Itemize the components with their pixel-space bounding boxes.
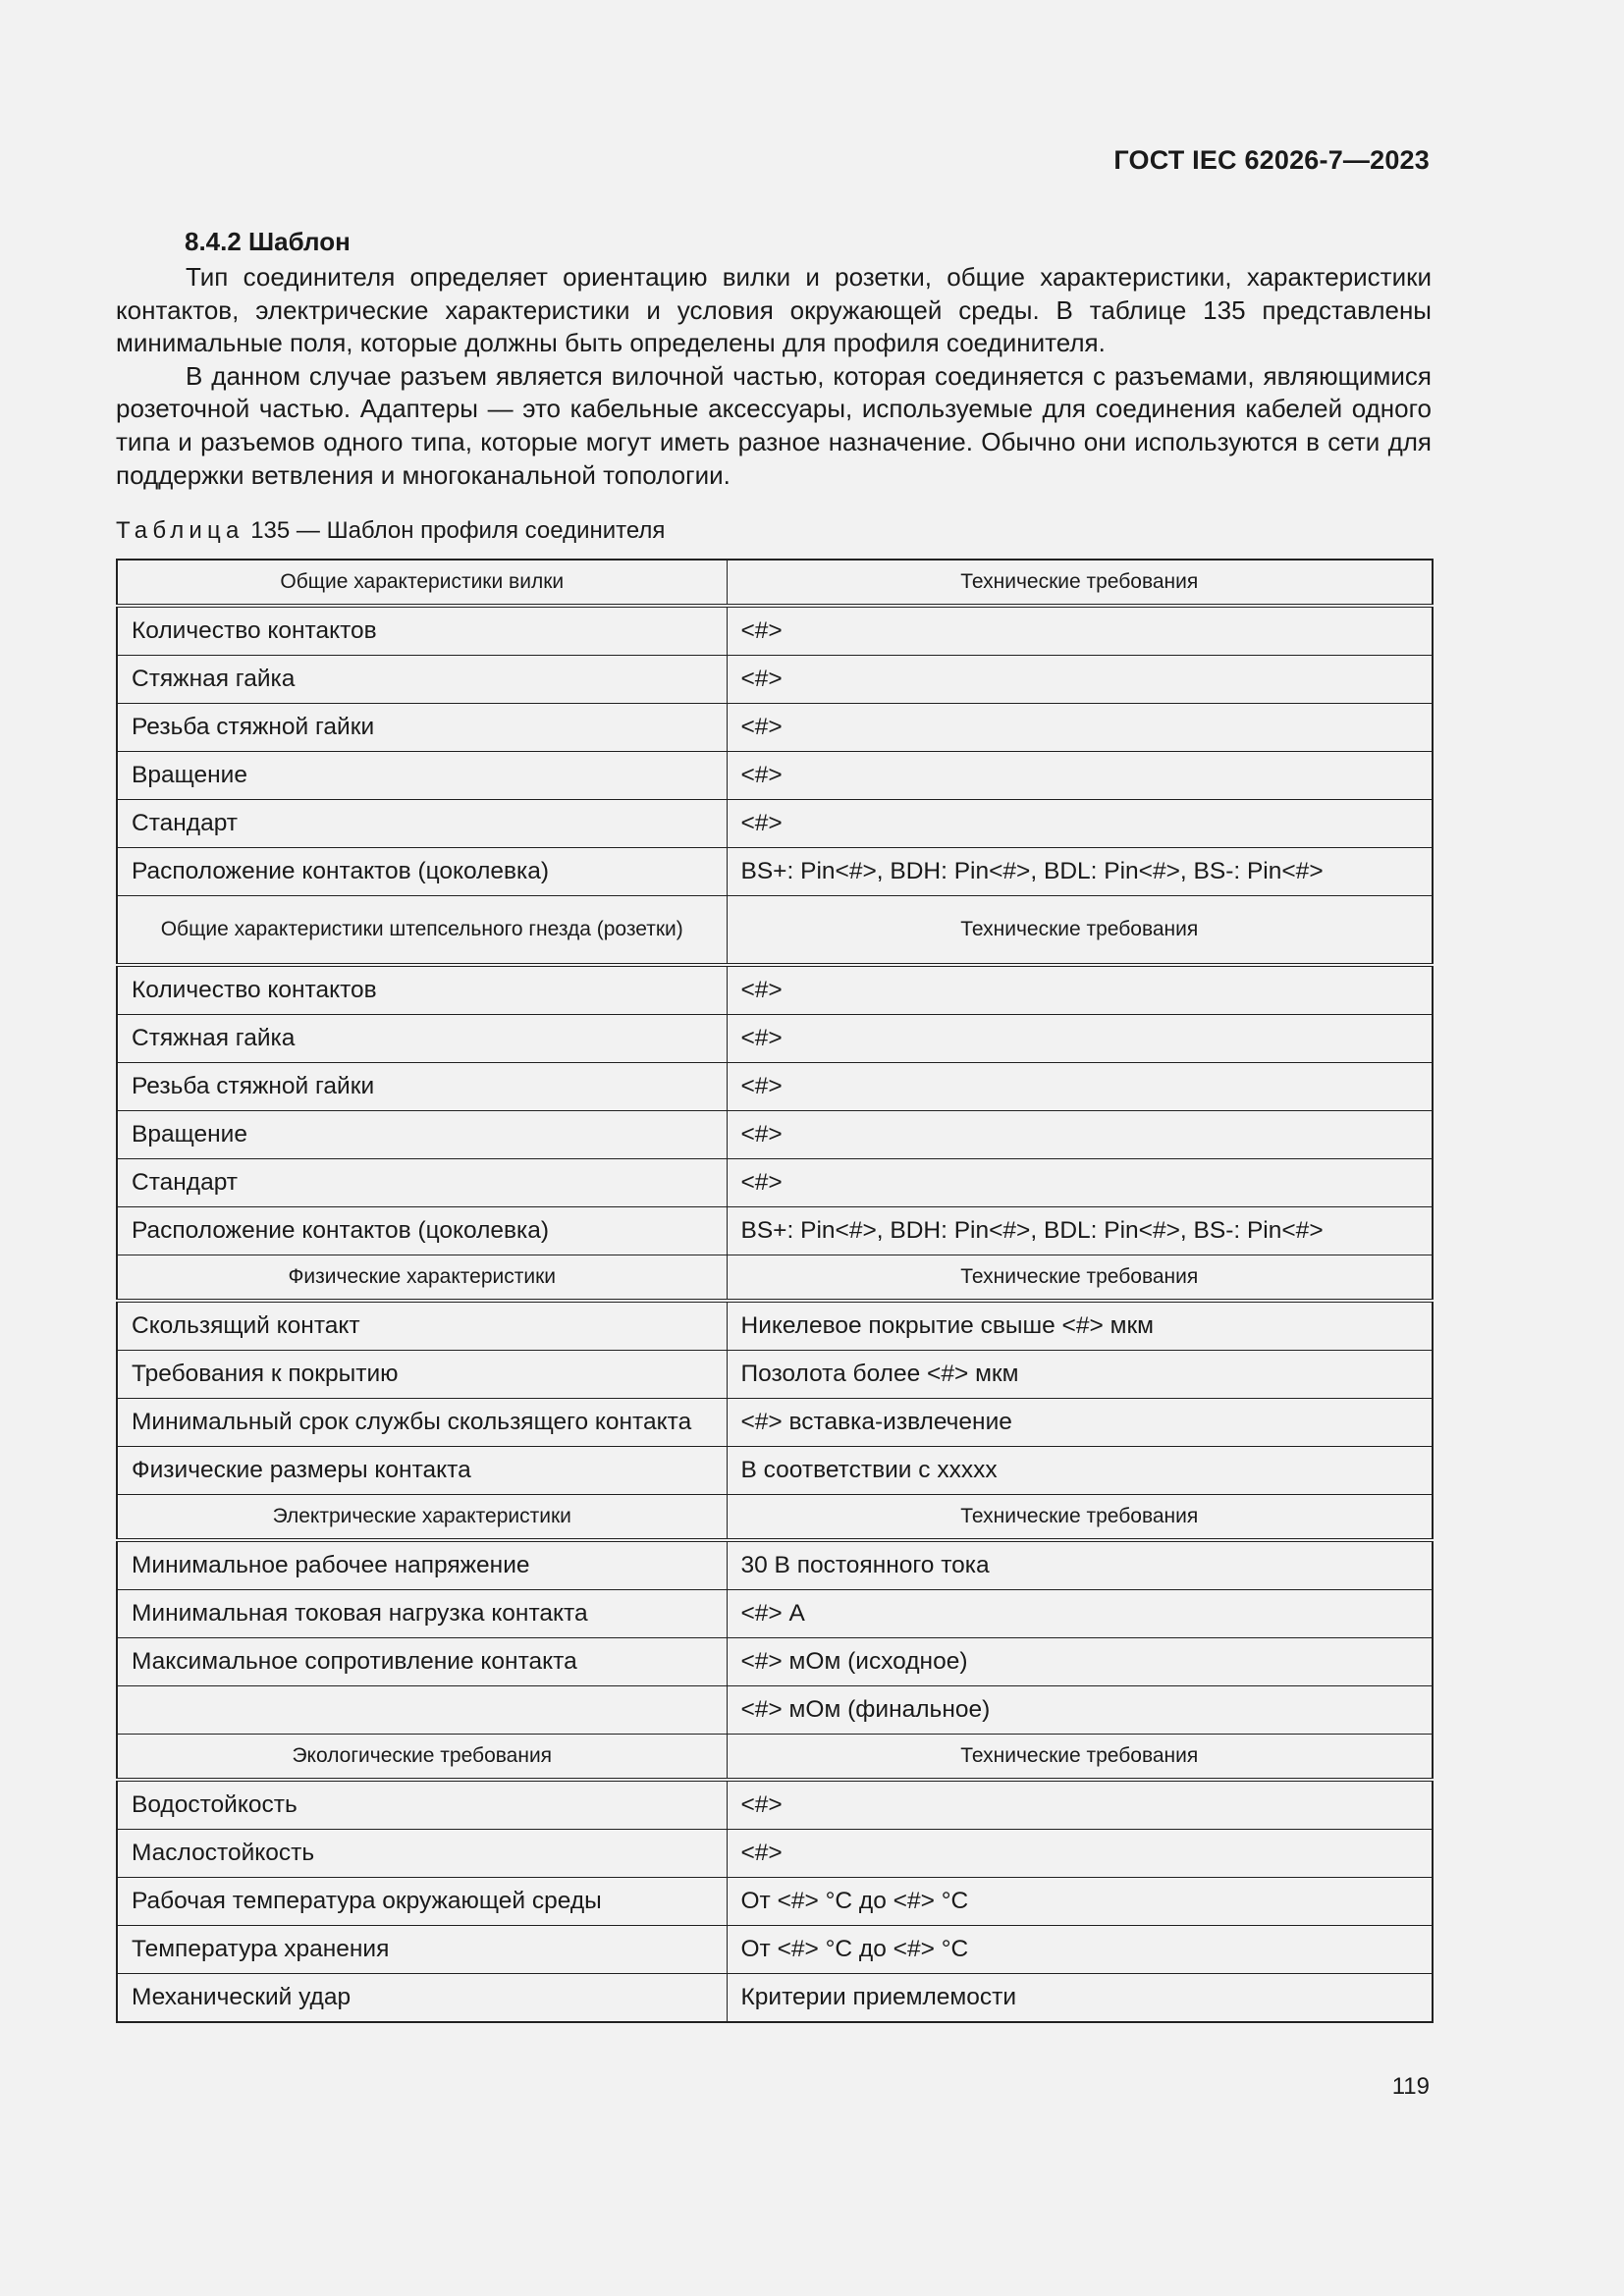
parameter-cell: Резьба стяжной гайки	[117, 704, 727, 752]
parameter-cell: Количество контактов	[117, 965, 727, 1015]
requirement-cell: <#> мОм (финальное)	[727, 1686, 1433, 1735]
parameter-cell: Требования к покрытию	[117, 1351, 727, 1399]
requirement-cell: <#> вставка-извлечение	[727, 1399, 1433, 1447]
requirement-cell: <#>	[727, 752, 1433, 800]
requirements-header-cell: Технические требования	[727, 1735, 1433, 1781]
parameter-cell: Механический удар	[117, 1974, 727, 2023]
table-row	[117, 1780, 1433, 1830]
document-code: ГОСТ IEC 62026-7—2023	[1113, 145, 1430, 175]
requirement-cell: <#> А	[727, 1590, 1433, 1638]
requirements-header-cell: Технические требования	[727, 896, 1433, 966]
table-row	[117, 1351, 1433, 1399]
parameter-cell: Стяжная гайка	[117, 1015, 727, 1063]
parameter-cell: Максимальное сопротивление контакта	[117, 1638, 727, 1686]
group-header-cell: Электрические характеристики	[117, 1495, 727, 1541]
requirement-cell: <#>	[727, 1830, 1433, 1878]
table-row	[117, 1830, 1433, 1878]
table-row	[117, 1540, 1433, 1590]
table-caption	[116, 515, 1432, 547]
requirement-cell: Критерии приемлемости	[727, 1974, 1433, 2023]
table-caption-title: 135 — Шаблон профиля соединителя	[250, 517, 666, 545]
section-heading: 8.4.2 Шаблон	[185, 227, 351, 256]
table-row	[117, 704, 1433, 752]
parameter-cell: Резьба стяжной гайки	[117, 1063, 727, 1111]
requirement-cell: <#>	[727, 1015, 1433, 1063]
requirement-cell: В соответствии с xxxxx	[727, 1447, 1433, 1495]
requirement-cell: 30 В постоянного тока	[727, 1540, 1433, 1590]
requirement-cell: Никелевое покрытие свыше <#> мкм	[727, 1301, 1433, 1351]
parameter-cell: Минимальный срок службы скользящего контакта	[117, 1399, 727, 1447]
group-header-cell: Экологические требования	[117, 1735, 727, 1781]
requirement-cell: BS+: Pin<#>, BDH: Pin<#>, BDL: Pin<#>, BS-: Pin<#>	[727, 1207, 1433, 1255]
requirement-cell: <#>	[727, 1063, 1433, 1111]
requirement-cell: <#>	[727, 1780, 1433, 1830]
requirements-header-cell: Технические требования	[727, 1495, 1433, 1541]
parameter-cell: Стандарт	[117, 1159, 727, 1207]
requirement-cell: Позолота более <#> мкм	[727, 1351, 1433, 1399]
paragraph: В данном случае разъем является вилочной частью, которая соединяется с разъемами, являющимися розеточной частью. Адаптеры — это кабельные аксессуары, используемые для соединения кабелей одного типа и разъемов одного типа, которые могут иметь разное назначение. Обычно они используются в сети для поддержки ветвления и многоканальной топологии.	[116, 360, 1432, 490]
table-group-header	[117, 1735, 1433, 1781]
table-row	[117, 752, 1433, 800]
table-row	[117, 1111, 1433, 1159]
requirement-cell: BS+: Pin<#>, BDH: Pin<#>, BDL: Pin<#>, BS-: Pin<#>	[727, 848, 1433, 896]
parameter-cell: Минимальное рабочее напряжение	[117, 1540, 727, 1590]
requirement-cell: <#> мОм (исходное)	[727, 1638, 1433, 1686]
table-row	[117, 1686, 1433, 1735]
table-group-header	[117, 560, 1433, 606]
group-header-cell: Физические характеристики	[117, 1255, 727, 1302]
parameter-cell: Стяжная гайка	[117, 656, 727, 704]
parameter-cell: Стандарт	[117, 800, 727, 848]
table-row	[117, 965, 1433, 1015]
paragraph: Тип соединителя определяет ориентацию вилки и розетки, общие характеристики, характеристики контактов, электрические характеристики и условия окружающей среды. В таблице 135 представлены минимальные поля, которые должны быть определены для профиля соединителя.	[116, 262, 1432, 358]
parameter-cell	[117, 1686, 727, 1735]
connector-profile-table	[116, 559, 1434, 2023]
requirement-cell: От <#> °С до <#> °С	[727, 1926, 1433, 1974]
table-row	[117, 1399, 1433, 1447]
table-row	[117, 1926, 1433, 1974]
parameter-cell: Вращение	[117, 752, 727, 800]
table-row	[117, 848, 1433, 896]
table-group-header	[117, 896, 1433, 966]
parameter-cell: Температура хранения	[117, 1926, 727, 1974]
requirement-cell: <#>	[727, 704, 1433, 752]
table-row	[117, 1590, 1433, 1638]
parameter-cell: Расположение контактов (цоколевка)	[117, 848, 727, 896]
requirement-cell: <#>	[727, 1111, 1433, 1159]
page-content	[116, 222, 1432, 2023]
table-row	[117, 1063, 1433, 1111]
table-row	[117, 1878, 1433, 1926]
requirement-cell: <#>	[727, 656, 1433, 704]
parameter-cell: Рабочая температура окружающей среды	[117, 1878, 727, 1926]
requirement-cell: <#>	[727, 965, 1433, 1015]
parameter-cell: Водостойкость	[117, 1780, 727, 1830]
parameter-cell: Минимальная токовая нагрузка контакта	[117, 1590, 727, 1638]
requirement-cell: <#>	[727, 800, 1433, 848]
table-row	[117, 1159, 1433, 1207]
table-row	[117, 1974, 1433, 2023]
table-group-header	[117, 1255, 1433, 1302]
table-row	[117, 1015, 1433, 1063]
requirements-header-cell: Технические требования	[727, 1255, 1433, 1302]
group-header-cell: Общие характеристики штепсельного гнезда (розетки)	[117, 896, 727, 966]
parameter-cell: Вращение	[117, 1111, 727, 1159]
requirement-cell: <#>	[727, 1159, 1433, 1207]
parameter-cell: Физические размеры контакта	[117, 1447, 727, 1495]
parameter-cell: Расположение контактов (цоколевка)	[117, 1207, 727, 1255]
table-row	[117, 1207, 1433, 1255]
table-row	[117, 656, 1433, 704]
table-row	[117, 1638, 1433, 1686]
requirement-cell: <#>	[727, 606, 1433, 656]
table-row	[117, 1301, 1433, 1351]
page-number: 119	[1391, 2073, 1430, 2100]
parameter-cell: Количество контактов	[117, 606, 727, 656]
requirement-cell: От <#> °С до <#> °С	[727, 1878, 1433, 1926]
table-caption-label: Таблица	[116, 517, 244, 545]
parameter-cell: Маслостойкость	[117, 1830, 727, 1878]
requirements-header-cell: Технические требования	[727, 560, 1433, 606]
table-row	[117, 800, 1433, 848]
table-row	[117, 606, 1433, 656]
table-row	[117, 1447, 1433, 1495]
parameter-cell: Скользящий контакт	[117, 1301, 727, 1351]
group-header-cell: Общие характеристики вилки	[117, 560, 727, 606]
table-group-header	[117, 1495, 1433, 1541]
